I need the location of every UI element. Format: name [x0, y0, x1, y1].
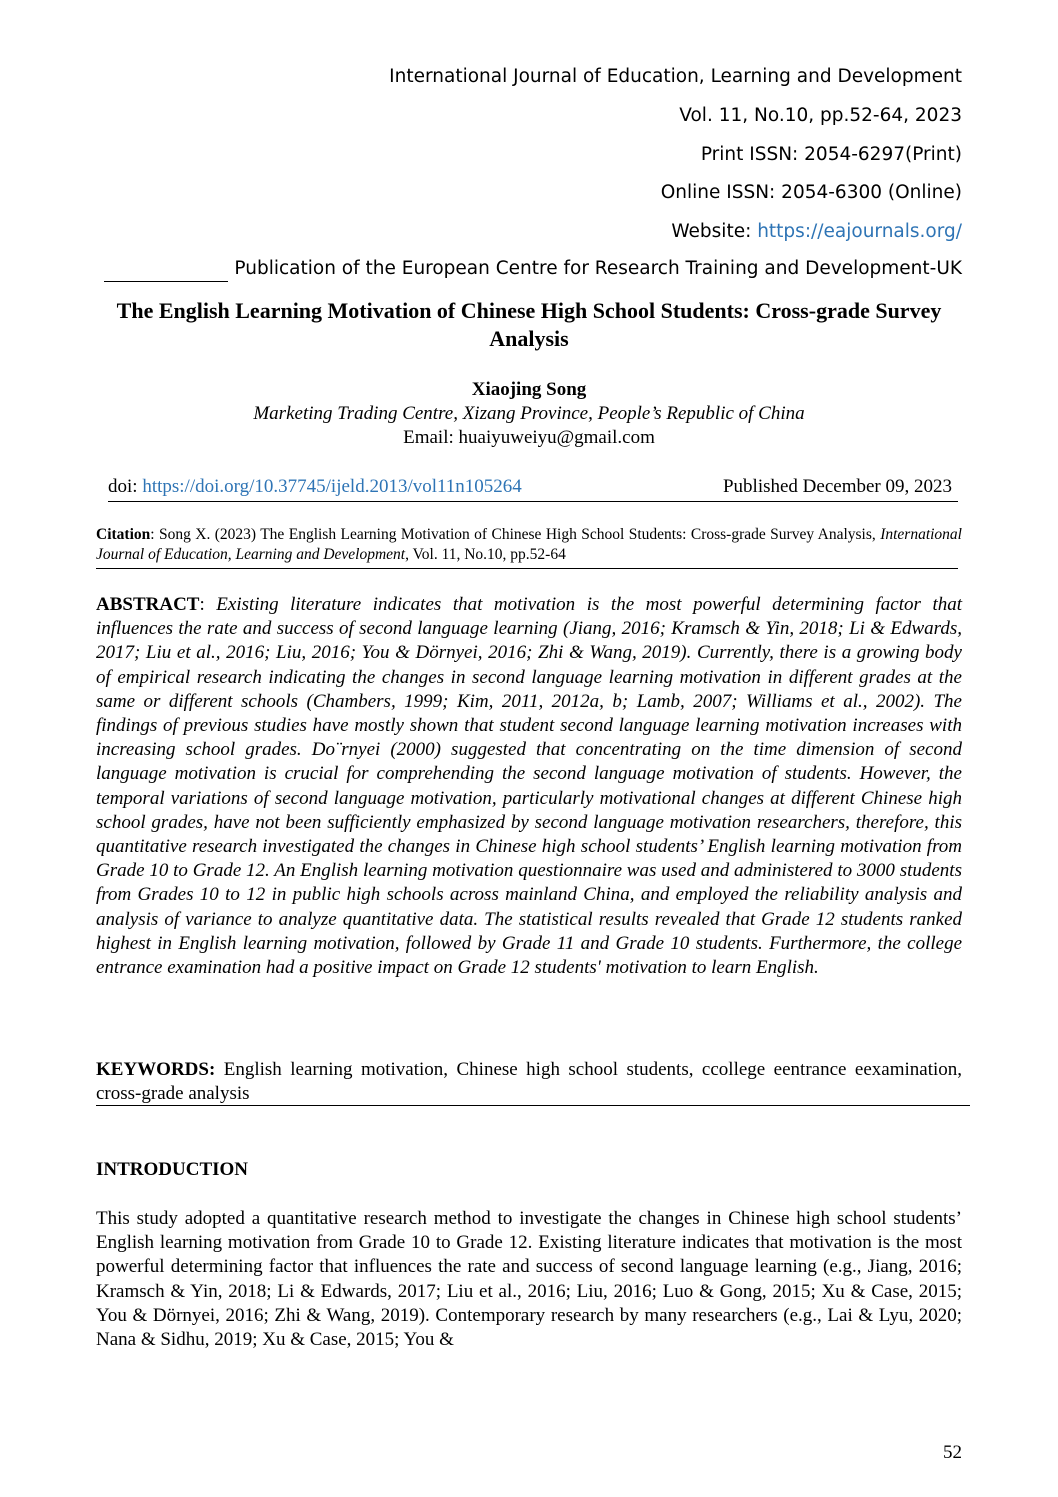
- doi-label: doi:: [108, 476, 143, 497]
- publisher-line: Publication of the European Centre for Research Training and Development-UK: [234, 258, 962, 279]
- website-label: Website:: [671, 221, 758, 242]
- doi-link[interactable]: https://doi.org/10.37745/ijeld.2013/vol11n105264: [142, 476, 522, 497]
- abstract-label: ABSTRACT: [96, 594, 200, 615]
- introduction-paragraph: This study adopted a quantitative research method to investigate the changes in Chinese high school students’ English learning motivation from Grade 10 to Grade 12. Existing literature indicates that motivation is the most powerful determining factor that influences the rate and success of second language learning (e.g., Jiang, 2016; Kramsch & Yin, 2018; Li & Edwards, 2017; Liu et al., 2016; Liu, 2016; Luo & Gong, 2015; Xu & Case, 2015; You & Dörnyei, 2016; Zhi & Wang, 2019). Contemporary research by many researchers (e.g., Lai & Lyu, 2020; Nana & Sidhu, 2019; Xu & Case, 2015; You &: [96, 1208, 962, 1351]
- keywords-rule: [96, 1105, 970, 1106]
- author-email: Email: huaiyuweiyu@gmail.com: [403, 427, 655, 448]
- citation-label: Citation: [96, 526, 151, 543]
- author-name: Xiaojing Song: [471, 379, 587, 400]
- author-affiliation: Marketing Trading Centre, Xizang Province, People’s Republic of China: [253, 403, 805, 424]
- section-heading-introduction: INTRODUCTION: [96, 1159, 249, 1180]
- volume-info: Vol. 11, No.10, pp.52-64, 2023: [679, 105, 962, 126]
- header-rule: [104, 281, 228, 282]
- citation-text-a: : Song X. (2023) The English Learning Motivation of Chinese High School Students: Cross-grade Survey Analysis,: [150, 526, 881, 543]
- citation-rule: [96, 568, 958, 569]
- paper-title: The English Learning Motivation of Chinese High School Students: Cross-grade Survey Analysis: [116, 298, 942, 351]
- online-issn: Online ISSN: 2054-6300 (Online): [660, 182, 962, 203]
- citation-text-b: , Vol. 11, No.10, pp.52-64: [405, 546, 566, 563]
- keywords: [96, 1058, 962, 1106]
- citation: [96, 525, 962, 565]
- abstract-text: Existing literature indicates that motivation is the most powerful determining factor that influences the rate and success of second language learning (Jiang, 2016; Kramsch & Yin, 2018; Li & Edwards, 2017; Liu et al., 2016; Liu, 2016; You & Dörnyei, 2016; Zhi & Wang, 2019). Currently, there is a growing body of empirical research indicating the changes in second language learning motivation in different grades at the same or different schools (Chambers, 1999; Kim, 2011, 2012a, b; Lamb, 2007; Williams et al., 2002). The findings of previous studies have mostly shown that student second language learning motivation increases with increasing school grades. Do¨rnyei (2000) suggested that concentrating on the time dimension of second language motivation is crucial for comprehending the second language motivation of students. However, the temporal variations of second language motivation, particularly motivational changes at different Chinese high school grades, have not been sufficiently emphasized by second language motivation researchers, therefore, this quantitative research investigated the changes in Chinese high school students’ English learning motivation from Grade 10 to Grade 12. An English learning motivation questionnaire was used and administered to 3000 students from Grades 10 to 12 in public high schools across mainland China, and employed the reliability analysis and analysis of variance to analyze quantitative data. The statistical results revealed that Grade 12 students ranked highest in English learning motivation, followed by Grade 11 and Grade 10 students. Furthermore, the college entrance examination had a positive impact on Grade 12 students' motivation to learn English.: [96, 594, 962, 979]
- keywords-label: KEYWORDS:: [96, 1059, 216, 1080]
- page-number: 52: [943, 1442, 962, 1463]
- keywords-text: English learning motivation, Chinese high school students, ccollege eentrance eexamination, cross-grade analysis: [96, 1059, 962, 1104]
- journal-name: International Journal of Education, Learning and Development: [389, 66, 962, 87]
- citation-journal: International Journal of Education, Learning and Development: [96, 526, 962, 563]
- published-date: Published December 09, 2023: [722, 476, 952, 497]
- abstract-sep: :: [199, 594, 217, 615]
- website-link[interactable]: https://eajournals.org/: [757, 221, 962, 242]
- abstract: [96, 593, 962, 980]
- print-issn: Print ISSN: 2054-6297(Print): [700, 144, 962, 165]
- website-line: [671, 221, 962, 243]
- doi-line: [108, 475, 958, 502]
